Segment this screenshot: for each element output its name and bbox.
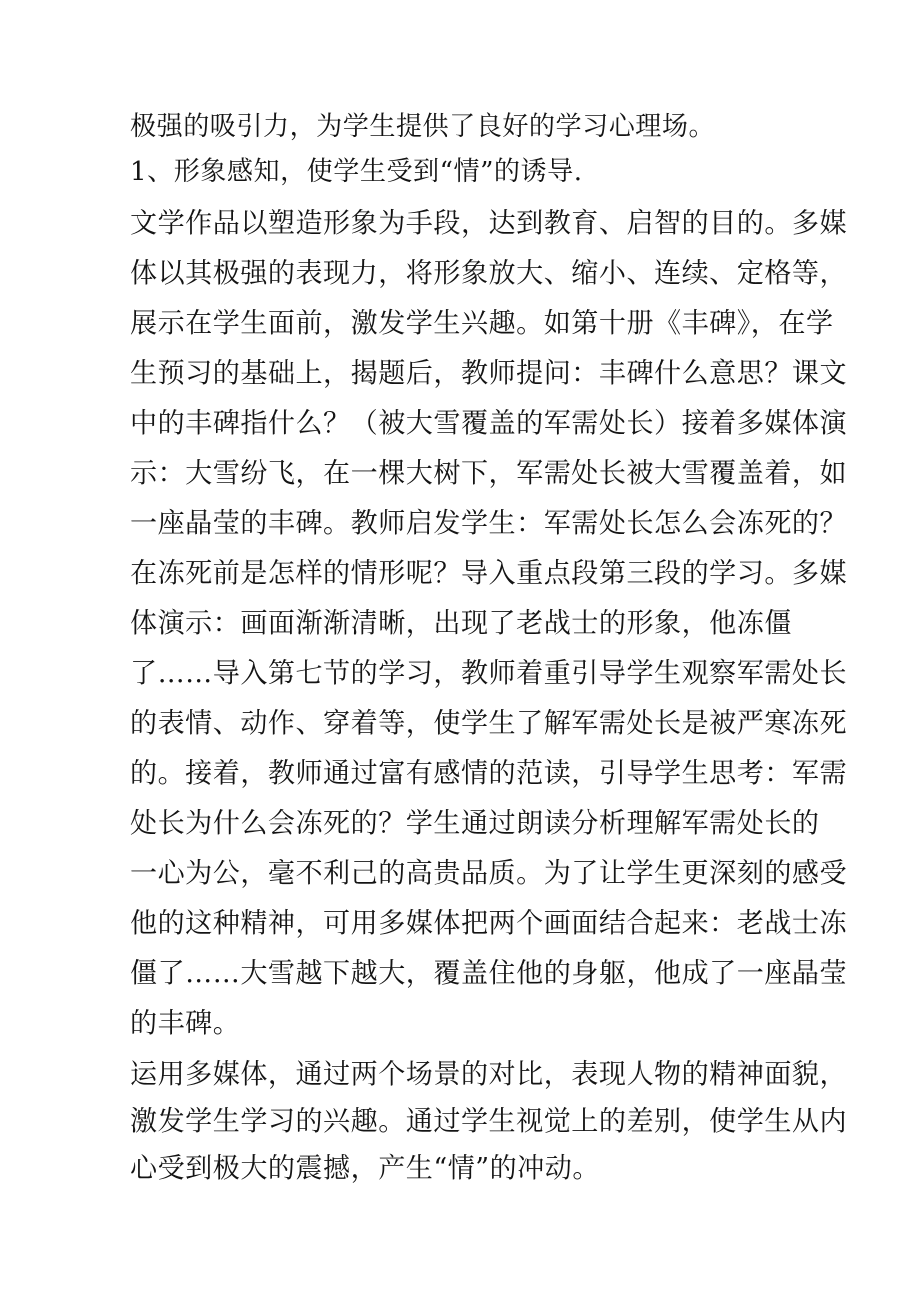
text-line: 一心为公，毫不利己的高贵品质。为了让学生更深刻的感受 (130, 857, 848, 889)
text-line: 心受到极大的震撼，产生“情”的冲动。 (130, 1152, 600, 1184)
text-line: 僵了……大雪越下越大，覆盖住他的身躯，他成了一座晶莹 (130, 957, 848, 989)
text-line: 了……导入第七节的学习，教师着重引导学生观察军需处长 (130, 657, 848, 689)
text-column (130, 104, 848, 1192)
text-line: 处长为什么会冻死的？学生通过朗读分析理解军需处长的 (130, 807, 820, 839)
text-line: 中的丰碑指什么？（被大雪覆盖的军需处长）接着多媒体演 (130, 407, 848, 439)
text-line: 展示在学生面前，激发学生兴趣。如第十册《丰碑》，在学 (130, 307, 834, 339)
text-line: 1、形象感知，使学生受到“情”的诱导. (130, 156, 583, 187)
text-line: 在冻死前是怎样的情形呢？导入重点段第三段的学习。多媒 (130, 557, 848, 589)
text-line: 他的这种精神，可用多媒体把两个画面结合起来：老战士冻 (130, 907, 848, 939)
paragraph-body (130, 198, 848, 1048)
text-line: 的。接着，教师通过富有感情的范读，引导学生思考：军需 (130, 757, 848, 789)
text-line: 示：大雪纷飞，在一棵大树下，军需处长被大雪覆盖着，如 (130, 457, 848, 489)
text-line: 的表情、动作、穿着等，使学生了解军需处长是被严寒冻死 (130, 707, 848, 739)
text-line: 极强的吸引力，为学生提供了良好的学习心理场。 (130, 111, 716, 142)
paragraph-final (130, 1051, 848, 1192)
text-line: 文学作品以塑造形象为手段，达到教育、启智的目的。多媒 (130, 207, 848, 239)
text-line: 生预习的基础上，揭题后，教师提问：丰碑什么意思？课文 (130, 357, 848, 389)
text-line: 激发学生学习的兴趣。通过学生视觉上的差别，使学生从内 (130, 1105, 848, 1137)
text-line: 体演示：画面渐渐清晰，出现了老战士的形象，他冻僵 (130, 607, 792, 639)
text-line: 体以其极强的表现力，将形象放大、缩小、连续、定格等， (130, 257, 848, 289)
text-line: 运用多媒体，通过两个场景的对比，表现人物的精神面貌， (130, 1058, 848, 1090)
text-line: 一座晶莹的丰碑。教师启发学生：军需处长怎么会冻死的？ (130, 507, 848, 539)
text-line: 的丰碑。 (130, 1007, 241, 1039)
paragraph-intro (130, 104, 798, 194)
